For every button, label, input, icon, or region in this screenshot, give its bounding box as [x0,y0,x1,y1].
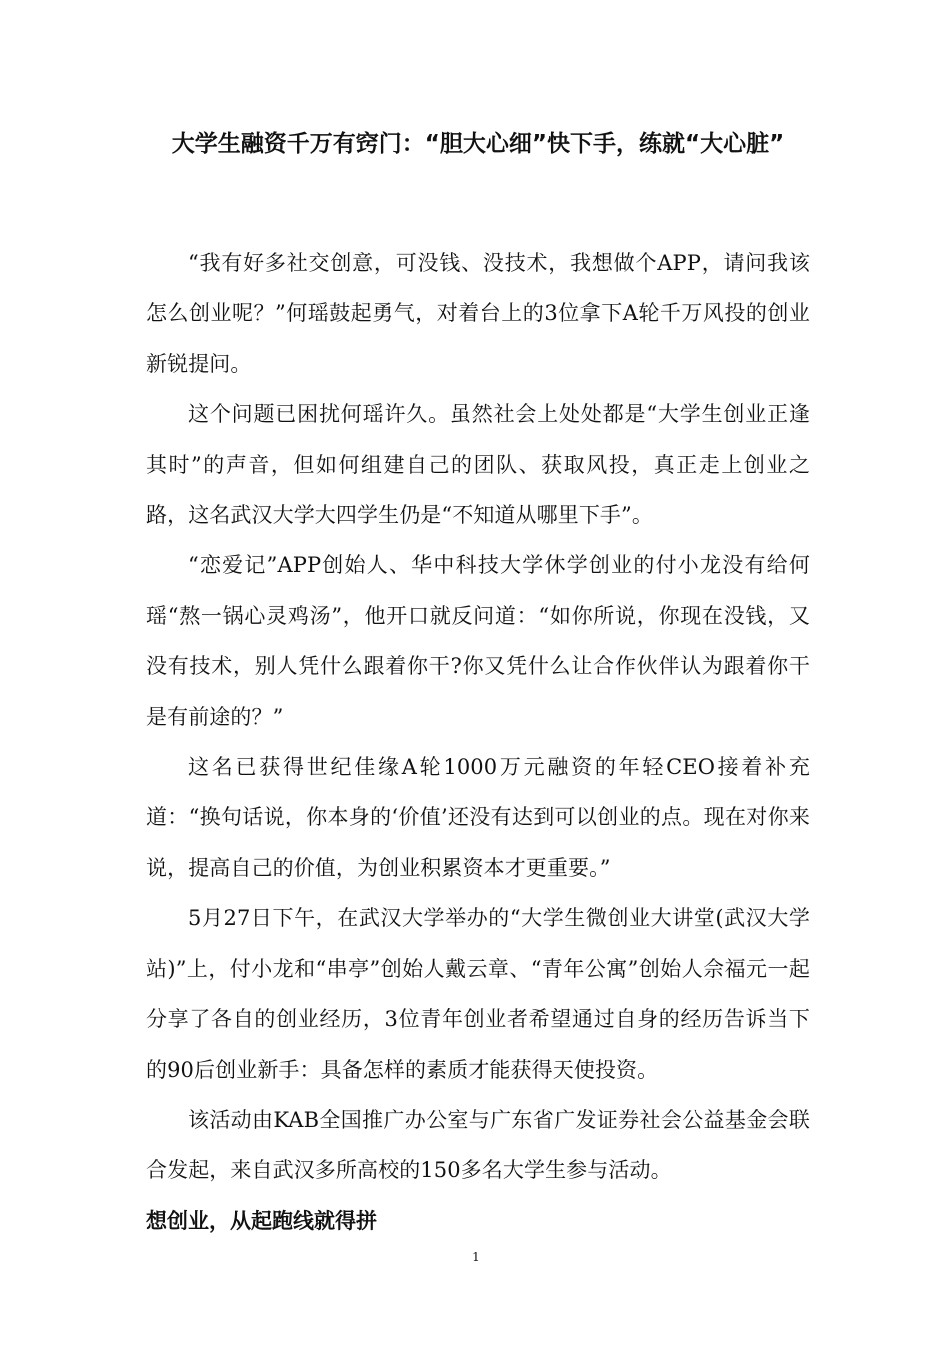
section-heading: 想创业，从起跑线就得拼 [146,1208,377,1233]
page-number: 1 [472,1250,480,1264]
paragraph-1: “我有好多社交创意，可没钱、没技术，我想做个APP，请问我该怎么创业呢？”何瑶鼓起勇气，对着台上的3位拿下A轮千万风投的创业新锐提问。 [146,251,810,376]
article-title: 大学生融资千万有窍门：“胆大心细”快下手，练就“大心脏” [171,131,785,157]
paragraph-4: 这名已获得世纪佳缘A轮1000万元融资的年轻CEO接着补充道：“换句话说，你本身的‘价值’还没有达到可以创业的点。现在对你来说，提高自己的价值，为创业积累资本才更重要。” [146,755,810,880]
paragraph-5: 5月27日下午，在武汉大学举办的“大学生微创业大讲堂(武汉大学站)”上，付小龙和“串亭”创始人戴云章、“青年公寓”创始人佘福元一起分享了各自的创业经历，3位青年创业者希望通过自身的经历告诉当下的90后创业新手：具备怎样的素质才能获得天使投资。 [146,906,810,1082]
article-body [146,238,810,1246]
paragraph-6: 该活动由KAB全国推广办公室与广东省广发证券社会公益基金会联合发起，来自武汉多所高校的150多名大学生参与活动。 [146,1107,810,1183]
paragraph-2: 这个问题已困扰何瑶许久。虽然社会上处处都是“大学生创业正逢其时”的声音，但如何组建自己的团队、获取风投，真正走上创业之路，这名武汉大学大四学生仍是“不知道从哪里下手”。 [146,402,810,528]
paragraph-3: “恋爱记”APP创始人、华中科技大学休学创业的付小龙没有给何瑶“熬一锅心灵鸡汤”，他开口就反问道：“如你所说，你现在没钱，又没有技术，别人凭什么跟着你干?你又凭什么让合作伙伴认为跟着你干是有前途的？” [146,553,810,729]
